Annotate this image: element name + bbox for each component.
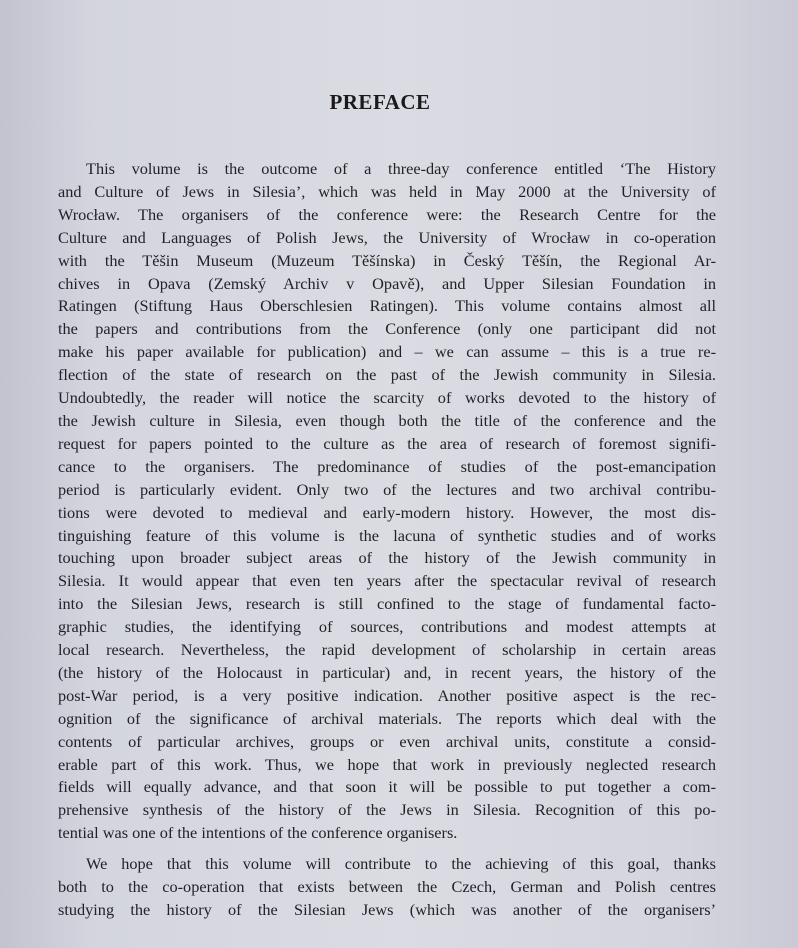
text-line: touching upon broader subject areas of the history of the Jewish community in xyxy=(58,548,716,568)
text-line: prehensive synthesis of the history of the Jews in Silesia. Recognition of this po- xyxy=(58,800,716,820)
text-line: We hope that this volume will contribute to the achieving of this goal, thanks xyxy=(86,854,716,874)
paragraph-2 xyxy=(58,853,716,922)
text-line: Silesia. It would appear that even ten years after the spectacular revival of research xyxy=(58,571,716,591)
text-line: make his paper available for publication) and – we can assume – this is a true re- xyxy=(58,342,716,362)
text-line: (the history of the Holocaust in particular) and, in recent years, the history of the xyxy=(58,662,716,682)
text-line: Wrocław. The organisers of the conference were: the Research Centre for the xyxy=(58,204,716,224)
text-line: chives in Opava (Zemský Archiv v Opavě), and Upper Silesian Foundation in xyxy=(58,273,716,293)
text-line: tinguishing feature of this volume is the lacuna of synthetic studies and of works xyxy=(58,525,716,545)
bleed-through-text xyxy=(40,0,760,90)
text-line: flection of the state of research on the past of the Jewish community in Silesia. xyxy=(58,365,716,385)
text-line: the Jewish culture in Silesia, even though both the title of the conference and the xyxy=(58,410,716,430)
text-line: ognition of the significance of archival materials. The reports which deal with the xyxy=(58,708,716,728)
text-line: period is particularly evident. Only two of the lectures and two archival contribu- xyxy=(58,479,716,499)
text-line: Culture and Languages of Polish Jews, the University of Wrocław in co-operation xyxy=(58,227,716,247)
text-line: tions were devoted to medieval and early-modern history. However, the most dis- xyxy=(58,502,716,522)
text-line: local research. Nevertheless, the rapid development of scholarship in certain areas xyxy=(58,640,716,660)
preface-body xyxy=(58,158,716,922)
text-line: both to the co-operation that exists between the Czech, German and Polish centres xyxy=(58,877,716,897)
text-line: Ratingen (Stiftung Haus Oberschlesien Ratingen). This volume contains almost all xyxy=(58,296,716,316)
text-line: erable part of this work. Thus, we hope that work in previously neglected research xyxy=(58,754,716,774)
page-title: PREFACE xyxy=(329,90,431,114)
text-line: post-War period, is a very positive indication. Another positive aspect is the rec- xyxy=(58,685,716,705)
text-line: studying the history of the Silesian Jews (which was another of the organisers’ xyxy=(58,900,716,919)
text-line: cance to the organisers. The predominance of studies of the post-emancipation xyxy=(58,456,716,476)
text-line: This volume is the outcome of a three-day conference entitled ‘The History xyxy=(86,159,716,178)
text-line: request for papers pointed to the culture as the area of research of foremost signifi- xyxy=(58,433,716,453)
text-line: into the Silesian Jews, research is still confined to the stage of fundamental facto- xyxy=(58,594,716,614)
text-line: and Culture of Jews in Silesia’, which was held in May 2000 at the University of xyxy=(58,181,716,201)
text-line: Undoubtedly, the reader will notice the scarcity of works devoted to the history of xyxy=(58,388,716,408)
paragraph-gap xyxy=(58,845,716,853)
text-line: with the Těšin Museum (Muzeum Těšínska) in Český Těšín, the Regional Ar- xyxy=(58,250,716,270)
text-line: fields will equally advance, and that soon it will be possible to put together a com- xyxy=(58,777,716,797)
text-line: graphic studies, the identifying of sources, contributions and modest attempts at xyxy=(58,617,716,637)
text-line: the papers and contributions from the Conference (only one participant did not xyxy=(58,319,716,339)
text-line: tential was one of the intentions of the conference organisers. xyxy=(58,823,458,843)
text-line: contents of particular archives, groups or even archival units, constitute a consid- xyxy=(58,731,716,751)
paragraph-1 xyxy=(58,158,716,845)
